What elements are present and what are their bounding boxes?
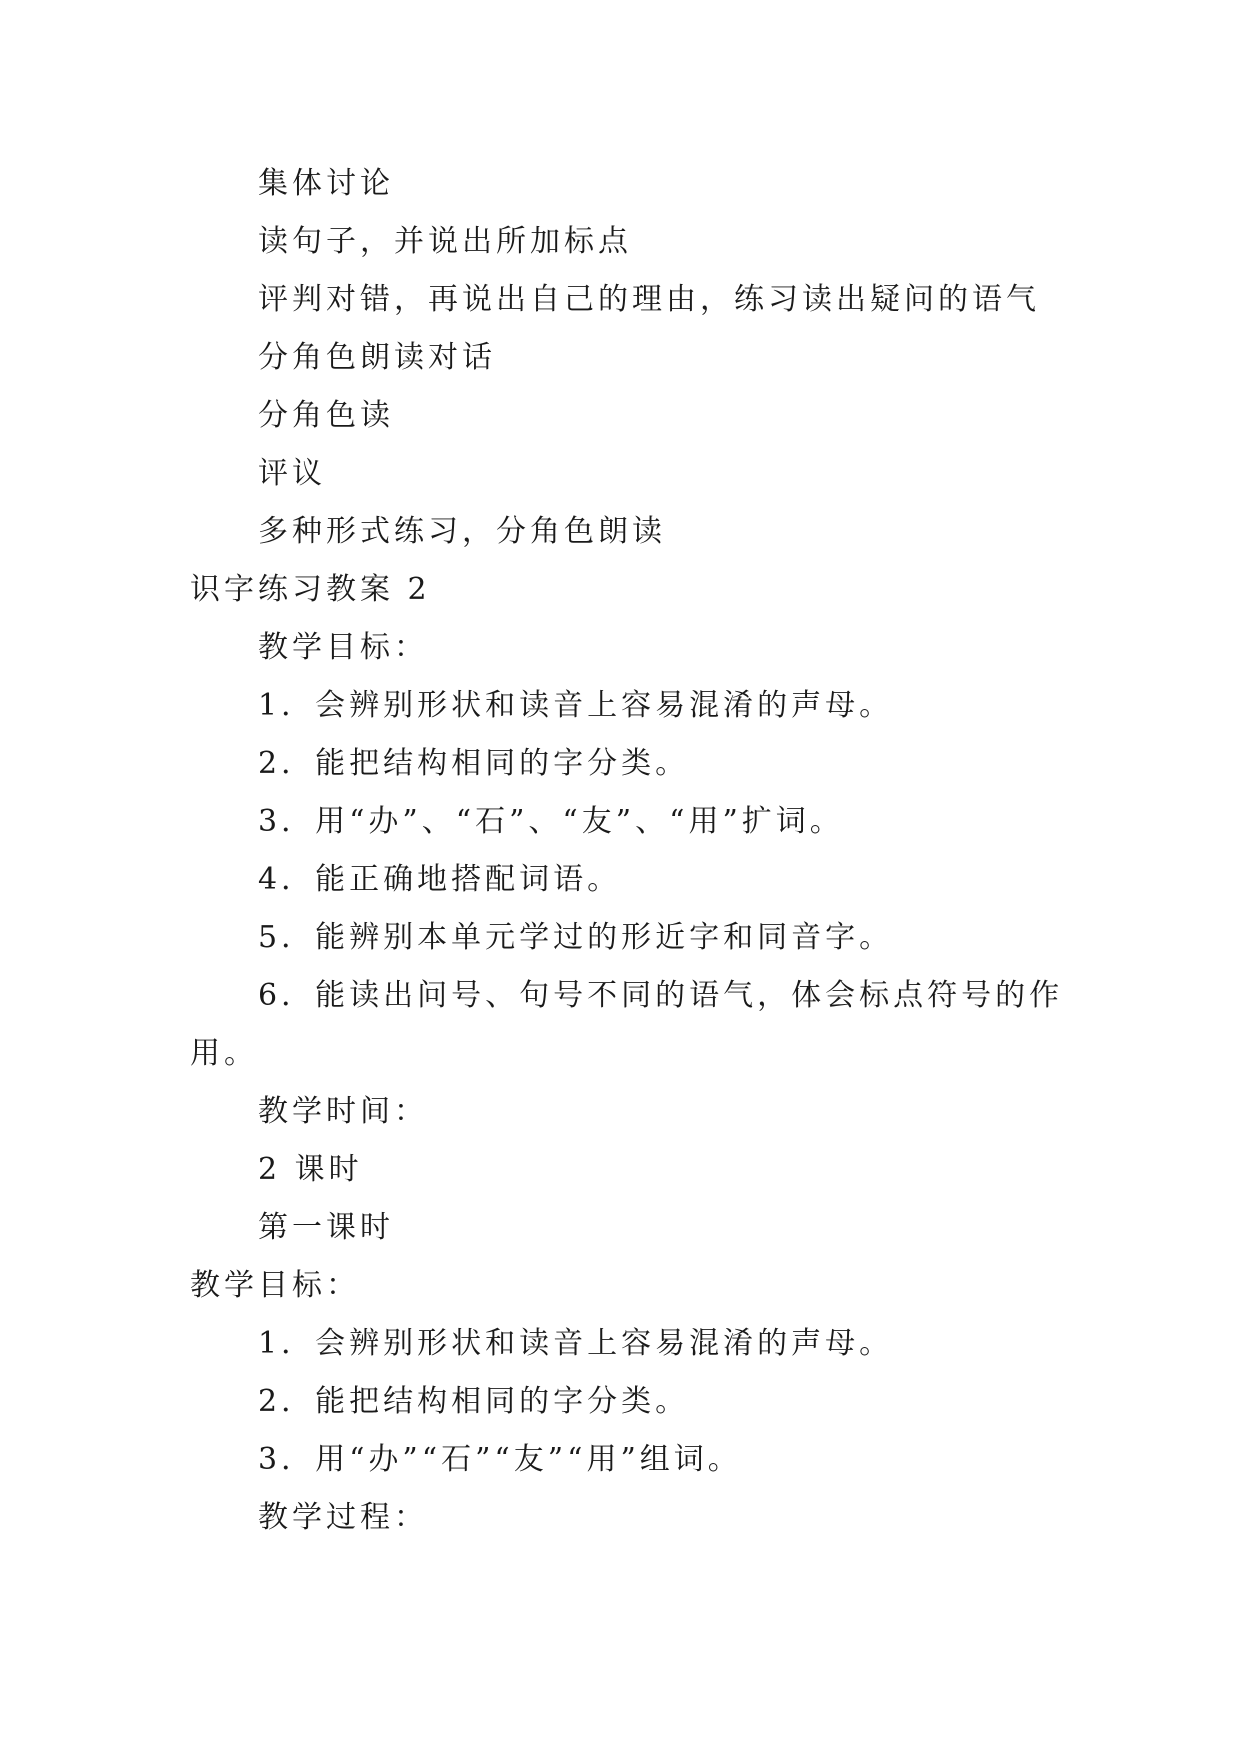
lesson-goal-item: 3．用“办”“石”“友”“用”组词。 <box>258 1442 742 1477</box>
goal-item: 1．会辨别形状和读音上容易混淆的声母。 <box>258 688 894 723</box>
process-label: 教学过程： <box>258 1500 428 1535</box>
time-label: 教学时间： <box>258 1094 428 1129</box>
lesson-goal-item: 1．会辨别形状和读音上容易混淆的声母。 <box>258 1326 894 1361</box>
lesson-label: 第一课时 <box>258 1210 394 1245</box>
goal-item-continuation: 用。 <box>190 1036 258 1071</box>
lesson-goal-item: 2．能把结构相同的字分类。 <box>258 1384 690 1419</box>
text-line: 多种形式练习，分角色朗读 <box>258 514 666 549</box>
goal-item: 5．能辨别本单元学过的形近字和同音字。 <box>258 920 894 955</box>
text-line: 读句子，并说出所加标点 <box>258 224 632 259</box>
goal-item: 6．能读出问号、句号不同的语气，体会标点符号的作 <box>258 978 1064 1013</box>
section-title: 识字练习教案 2 <box>190 572 431 607</box>
lesson-goals-label: 教学目标： <box>190 1268 360 1303</box>
text-line: 分角色读 <box>258 398 394 433</box>
text-line: 评议 <box>258 456 326 491</box>
goals-label: 教学目标： <box>258 630 428 665</box>
time-value: 2 课时 <box>258 1152 363 1187</box>
text-line: 集体讨论 <box>258 166 394 201</box>
text-line: 分角色朗读对话 <box>258 340 496 375</box>
goal-item: 2．能把结构相同的字分类。 <box>258 746 690 781</box>
goal-item: 4．能正确地搭配词语。 <box>258 862 622 897</box>
text-line: 评判对错，再说出自己的理由，练习读出疑问的语气 <box>258 282 1040 317</box>
goal-item: 3．用“办”、“石”、“友”、“用”扩词。 <box>258 804 844 839</box>
